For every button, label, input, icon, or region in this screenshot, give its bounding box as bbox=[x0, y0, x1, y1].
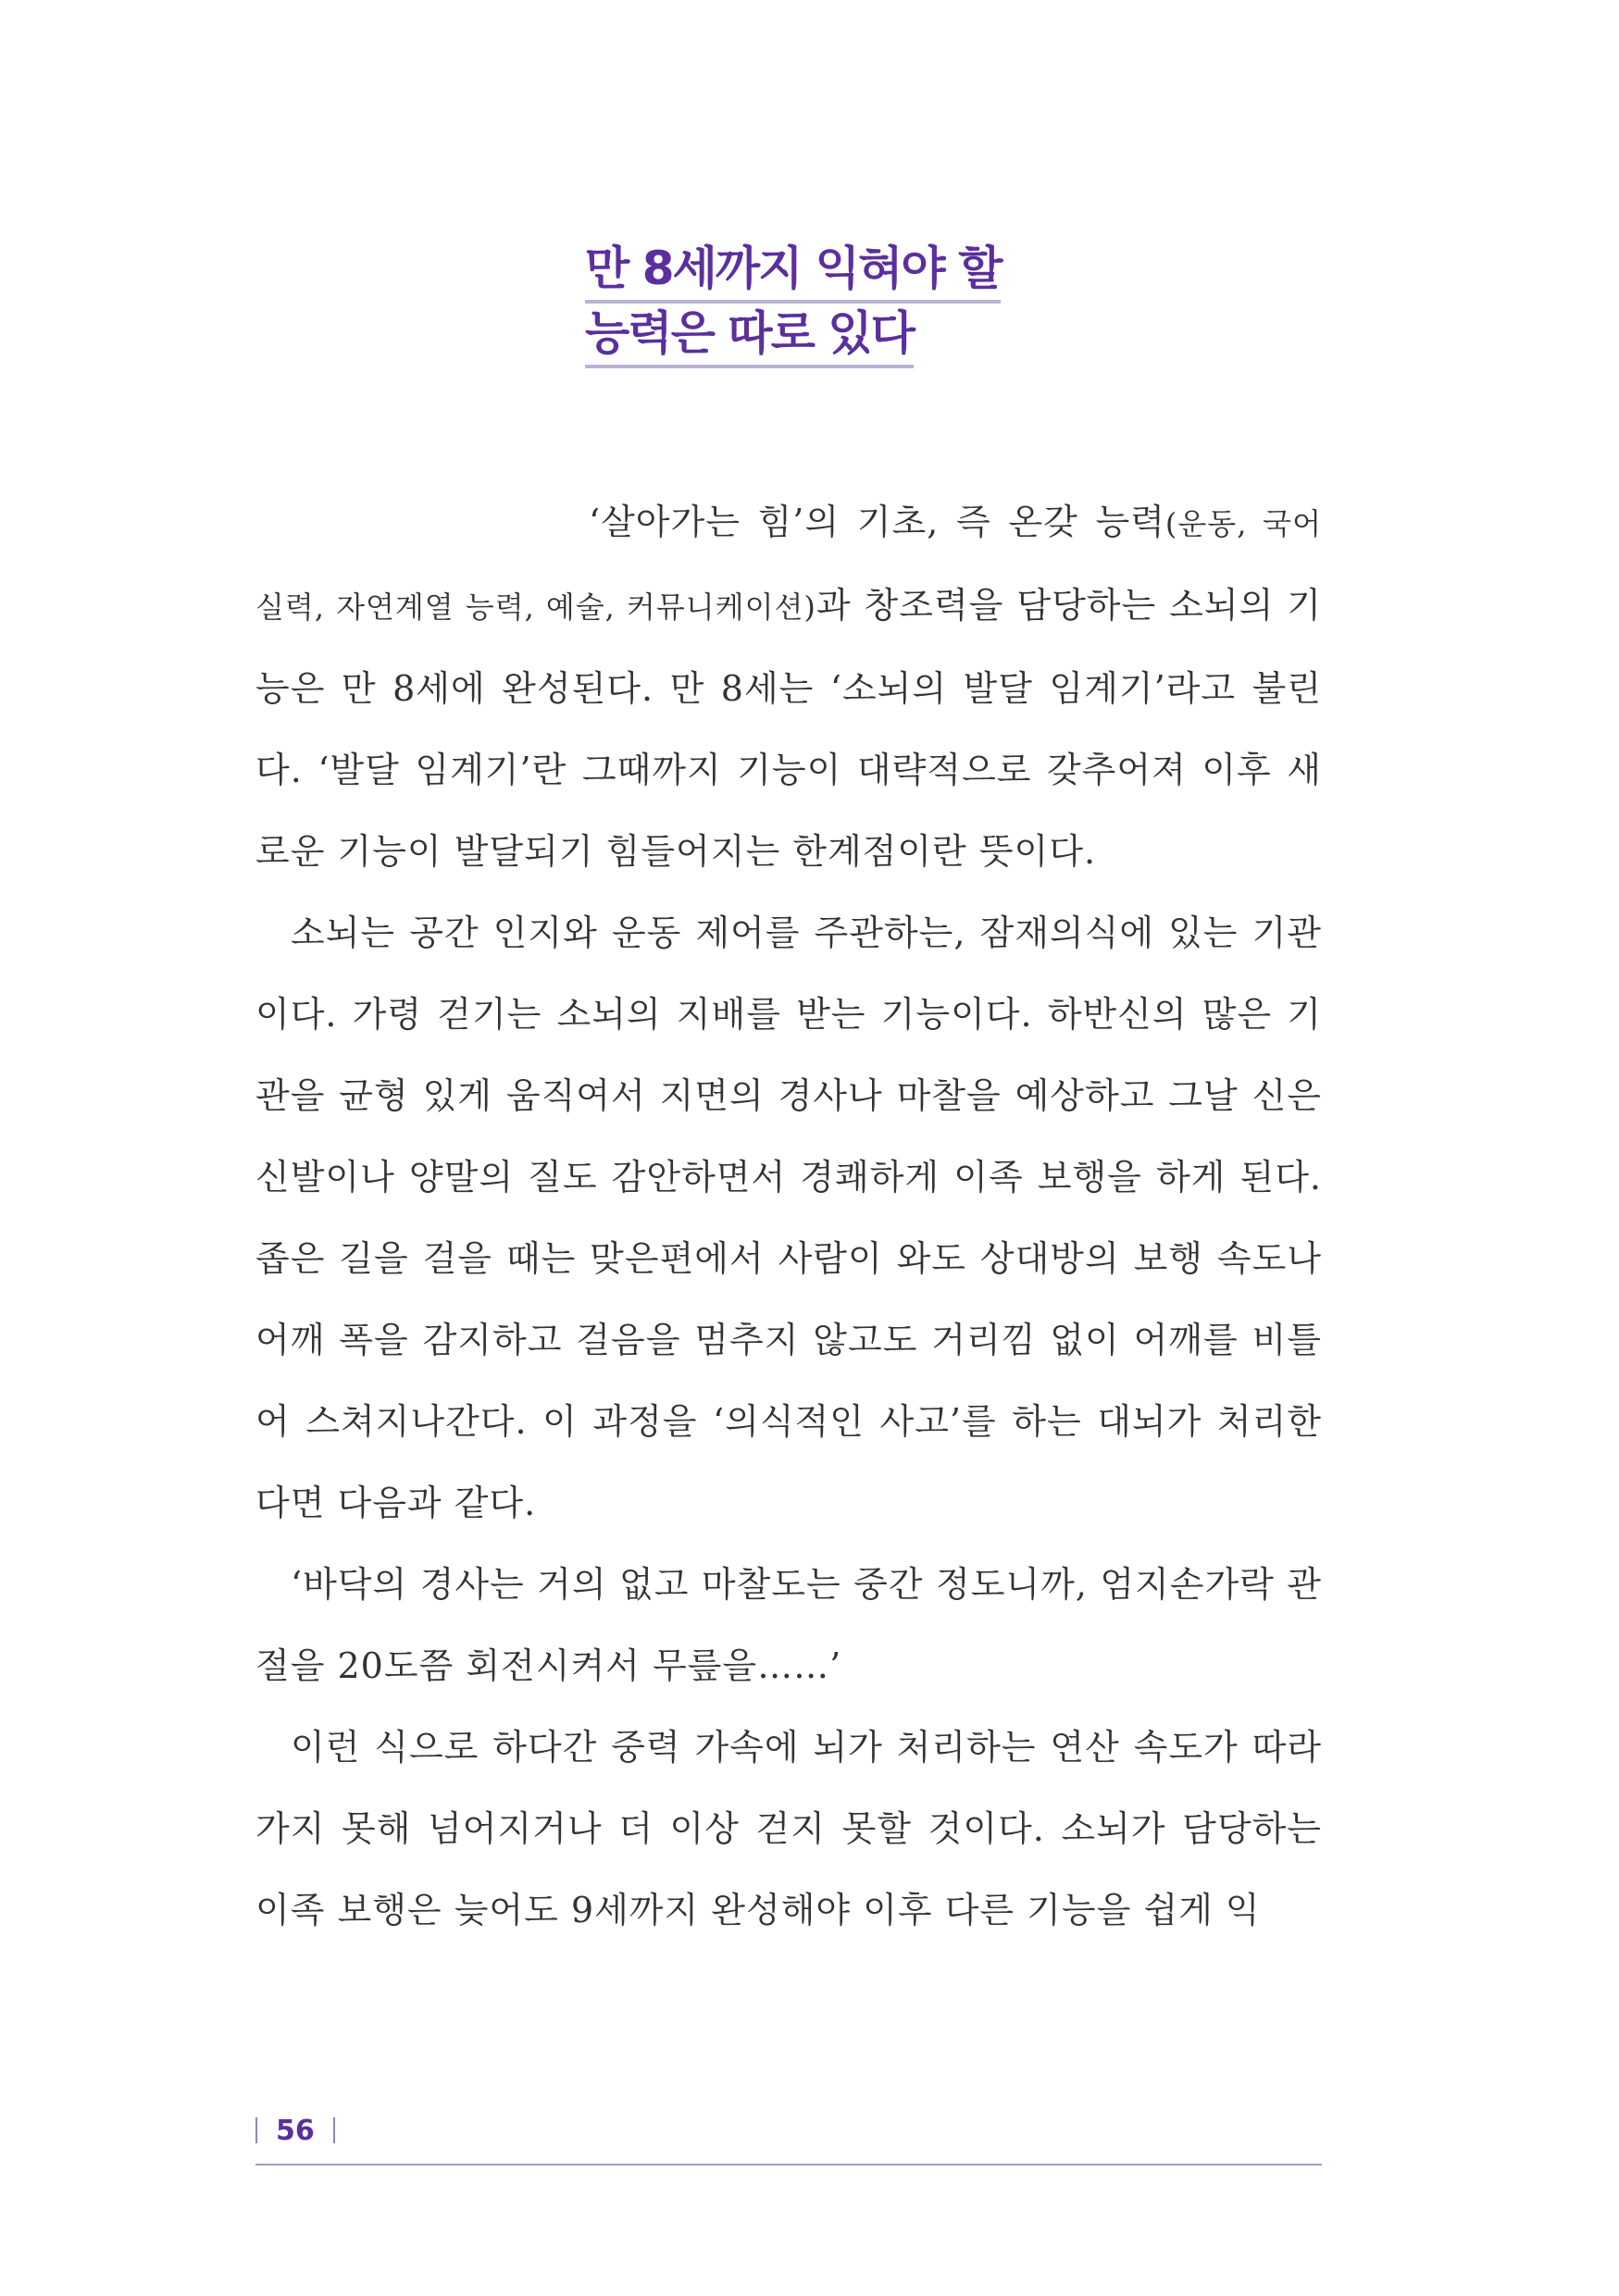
paragraph-1 bbox=[255, 481, 1322, 892]
paragraph-4: 이런 식으로 하다간 중력 가속에 뇌가 처리하는 연산 속도가 따라가지 못해 넘어지거나 더 이상 걷지 못할 것이다. 소뇌가 담당하는 이족 보행은 늦어도 9세까지 완성해야 이후 다른 기능을 쉽게 익 bbox=[255, 1727, 1322, 1930]
body-text bbox=[255, 481, 1322, 1951]
paragraph-3-quote: ‘바닥의 경사는 거의 없고 마찰도는 중간 정도니까, 엄지손가락 관절을 20도쯤 회전시켜서 무릎을……’ bbox=[255, 1564, 1322, 1686]
page-number: 56 bbox=[276, 2114, 315, 2147]
paragraph-1-parenthetical: (운동, 국어 실력, 자연계열 능력, 예술, 커뮤니케이션) bbox=[255, 506, 1322, 625]
footer-rule bbox=[255, 2164, 1322, 2166]
paragraph-1-rest: 과 창조력을 담당하는 소뇌의 기능은 만 8세에 완성된다. 만 8세는 ‘소뇌의 발달 임계기’라고 불린다. ‘발달 임계기’란 그때까지 기능이 대략적으로 갖추어져 이후 새로운 기능이 발달되기 힘들어지는 한계점이란 뜻이다. bbox=[255, 585, 1322, 872]
chapter-title bbox=[585, 239, 1001, 368]
page-number-block bbox=[255, 2112, 335, 2149]
page-number-right-bar bbox=[333, 2117, 335, 2143]
chapter-title-line-1: 만 8세까지 익혀야 할 bbox=[585, 239, 1001, 304]
paragraph-1-lead: ‘살아가는 힘’의 기초, 즉 온갖 능력 bbox=[589, 502, 1165, 542]
page-number-left-bar bbox=[255, 2117, 257, 2143]
paragraph-2: 소뇌는 공간 인지와 운동 제어를 주관하는, 잠재의식에 있는 기관이다. 가령 걷기는 소뇌의 지배를 받는 기능이다. 하반신의 많은 기관을 균형 있게 움직여서 지면의 경사나 마찰을 예상하고 그날 신은 신발이나 양말의 질도 감안하면서 경쾌하게 이족 보행을 하게 된다. 좁은 길을 걸을 때는 맞은편에서 사람이 와도 상대방의 보행 속도나 어깨 폭을 감지하고 걸음을 멈추지 않고도 거리낌 없이 어깨를 비틀어 스쳐지나간다. 이 과정을 ‘의식적인 사고’를 하는 대뇌가 처리한다면 다음과 같다. bbox=[255, 912, 1322, 1523]
chapter-title-line-2: 능력은 따로 있다 bbox=[585, 304, 914, 368]
page-footer bbox=[255, 2112, 1322, 2167]
